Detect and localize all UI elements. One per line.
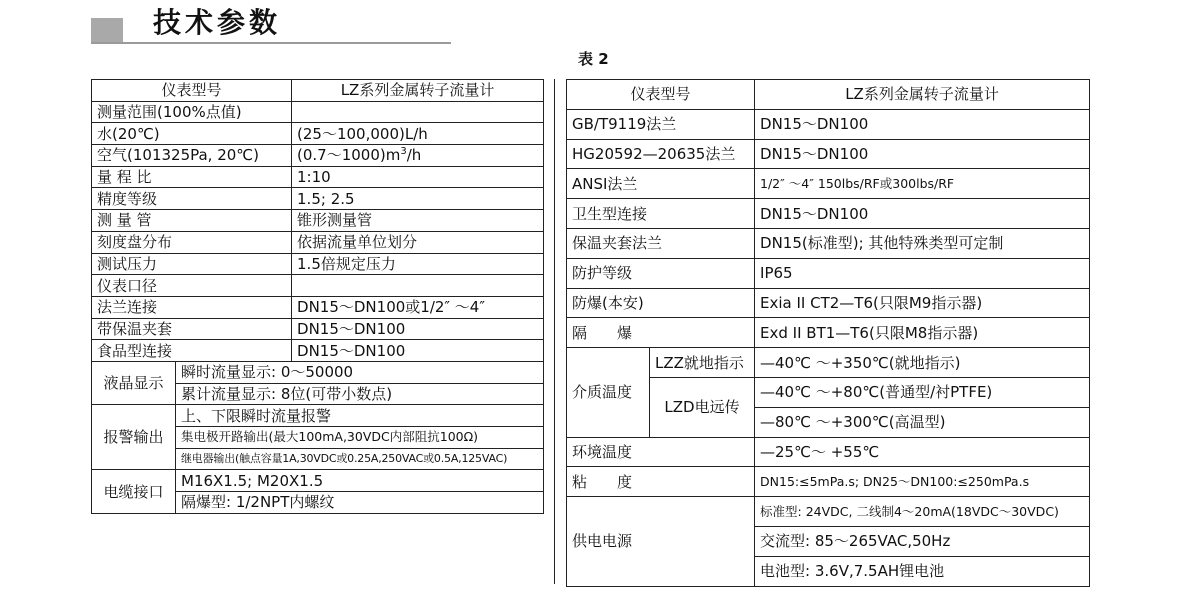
spec-table-right — [566, 79, 1090, 587]
table-row — [567, 437, 1090, 467]
row-label: HG20592—20635法兰 — [567, 139, 755, 169]
power-item: 标准型: 24VDC, 二线制4～20mA(18VDC～30VDC) — [755, 497, 1090, 527]
alarm-item: 继电器输出(触点容量1A,30VDC或0.25A,250VAC或0.5A,125VAC) — [176, 448, 544, 470]
row-value: DN15～DN100 — [292, 318, 544, 340]
row-label: 环境温度 — [567, 437, 755, 467]
row-label: 保温夹套法兰 — [567, 228, 755, 258]
table-row — [92, 101, 544, 123]
row-label: 食品型连接 — [92, 340, 292, 362]
row-value-unit: /h — [406, 146, 422, 165]
cable-label: 电缆接口 — [92, 470, 176, 513]
lcd-item: 瞬时流量显示: 0～50000 — [176, 361, 544, 383]
row-label: 隔 爆 — [567, 318, 755, 348]
row-value: DN15:≤5mPa.s; DN25～DN100:≤250mPa.s — [755, 467, 1090, 497]
row-label: 带保温夹套 — [92, 318, 292, 340]
table-header-row — [567, 80, 1090, 110]
table-row — [567, 497, 1090, 527]
table-row — [567, 288, 1090, 318]
table-row — [92, 166, 544, 188]
table-row — [92, 340, 544, 362]
power-item: 电池型: 3.6V,7.5AH锂电池 — [755, 556, 1090, 586]
table-row — [92, 318, 544, 340]
row-label: 空气(101325Pa, 20℃) — [92, 145, 292, 167]
table-header-row — [92, 80, 544, 102]
table-caption: 表 2 — [578, 50, 609, 68]
table-row — [92, 145, 544, 167]
row-value — [292, 275, 544, 297]
section-title: 技术参数 — [153, 6, 282, 39]
cable-item: M16X1.5; M20X1.5 — [176, 470, 544, 492]
row-label: 测试压力 — [92, 253, 292, 275]
row-label: 精度等级 — [92, 188, 292, 210]
table-row — [567, 228, 1090, 258]
row-value: DN15～DN100 — [755, 139, 1090, 169]
cable-item: 隔爆型: 1/2NPT内螺纹 — [176, 492, 544, 514]
lzd-value: —40℃ ～+80℃(普通型/衬PTFE) — [755, 377, 1090, 407]
table-header-cell: 仪表型号 — [92, 80, 292, 102]
table-row — [567, 109, 1090, 139]
table-row — [567, 258, 1090, 288]
row-value: DN15(标准型); 其他特殊类型可定制 — [755, 228, 1090, 258]
table-row — [92, 361, 544, 383]
row-value: DN15～DN100或1/2″ ～4″ — [292, 296, 544, 318]
lzd-value: —80℃ ～+300℃(高温型) — [755, 407, 1090, 437]
row-value: (25～100,000)L/h — [292, 123, 544, 145]
alarm-item: 集电极开路输出(最大100mA,30VDC内部阻抗100Ω) — [176, 427, 544, 449]
row-label: 水(20℃) — [92, 123, 292, 145]
row-label: 仪表口径 — [92, 275, 292, 297]
table-header-cell: LZ系列金属转子流量计 — [755, 80, 1090, 110]
row-value — [292, 101, 544, 123]
row-label: 测量范围(100%点值) — [92, 101, 292, 123]
table-row — [92, 210, 544, 232]
row-value: 1.5; 2.5 — [292, 188, 544, 210]
medium-temp-label: 介质温度 — [567, 348, 650, 437]
row-value: —25℃～ +55℃ — [755, 437, 1090, 467]
row-label: 粘 度 — [567, 467, 755, 497]
section-marker — [91, 18, 123, 42]
lzd-label: LZD电远传 — [650, 377, 755, 437]
row-value — [292, 145, 544, 167]
row-label: 防护等级 — [567, 258, 755, 288]
row-label: ANSI法兰 — [567, 169, 755, 199]
row-label: GB/T9119法兰 — [567, 109, 755, 139]
lzz-value: —40℃ ～+350℃(就地指示) — [755, 348, 1090, 378]
row-value: DN15～DN100 — [755, 199, 1090, 229]
table-header-cell: 仪表型号 — [567, 80, 755, 110]
power-label: 供电电源 — [567, 497, 755, 586]
lcd-label: 液晶显示 — [92, 361, 176, 404]
row-value: Exd II BT1—T6(只限M8指示器) — [755, 318, 1090, 348]
row-label: 刻度盘分布 — [92, 231, 292, 253]
table-row — [92, 253, 544, 275]
table-row — [92, 231, 544, 253]
table-row — [567, 318, 1090, 348]
table-row — [92, 123, 544, 145]
table-separator — [554, 79, 555, 584]
table-row — [92, 188, 544, 210]
row-value: 1/2″ ～4″ 150lbs/RF或300lbs/RF — [755, 169, 1090, 199]
table-row — [567, 348, 1090, 378]
row-value: DN15～DN100 — [292, 340, 544, 362]
table-row — [92, 405, 544, 427]
row-label: 量 程 比 — [92, 166, 292, 188]
row-value: 锥形测量管 — [292, 210, 544, 232]
alarm-item: 上、下限瞬时流量报警 — [176, 405, 544, 427]
row-value: IP65 — [755, 258, 1090, 288]
lzz-label: LZZ就地指示 — [650, 348, 755, 378]
row-value: 1:10 — [292, 166, 544, 188]
alarm-label: 报警输出 — [92, 405, 176, 470]
row-value: Exia II CT2—T6(只限M9指示器) — [755, 288, 1090, 318]
lcd-item: 累计流量显示: 8位(可带小数点) — [176, 383, 544, 405]
table-row — [567, 169, 1090, 199]
title-underline — [91, 42, 451, 44]
table-row — [567, 199, 1090, 229]
spec-table-left — [91, 79, 544, 514]
table-row — [92, 296, 544, 318]
table-row — [92, 275, 544, 297]
table-row — [567, 467, 1090, 497]
row-value: 1.5倍规定压力 — [292, 253, 544, 275]
power-item: 交流型: 85～265VAC,50Hz — [755, 526, 1090, 556]
row-value-main: (0.7～1000)m — [297, 146, 401, 165]
superscript: 3 — [400, 146, 407, 158]
row-value: 依据流量单位划分 — [292, 231, 544, 253]
table-header-cell: LZ系列金属转子流量计 — [292, 80, 544, 102]
row-label: 防爆(本安) — [567, 288, 755, 318]
table-row — [92, 470, 544, 492]
row-label: 法兰连接 — [92, 296, 292, 318]
row-label: 卫生型连接 — [567, 199, 755, 229]
row-label: 测 量 管 — [92, 210, 292, 232]
table-row — [567, 139, 1090, 169]
row-value: DN15～DN100 — [755, 109, 1090, 139]
